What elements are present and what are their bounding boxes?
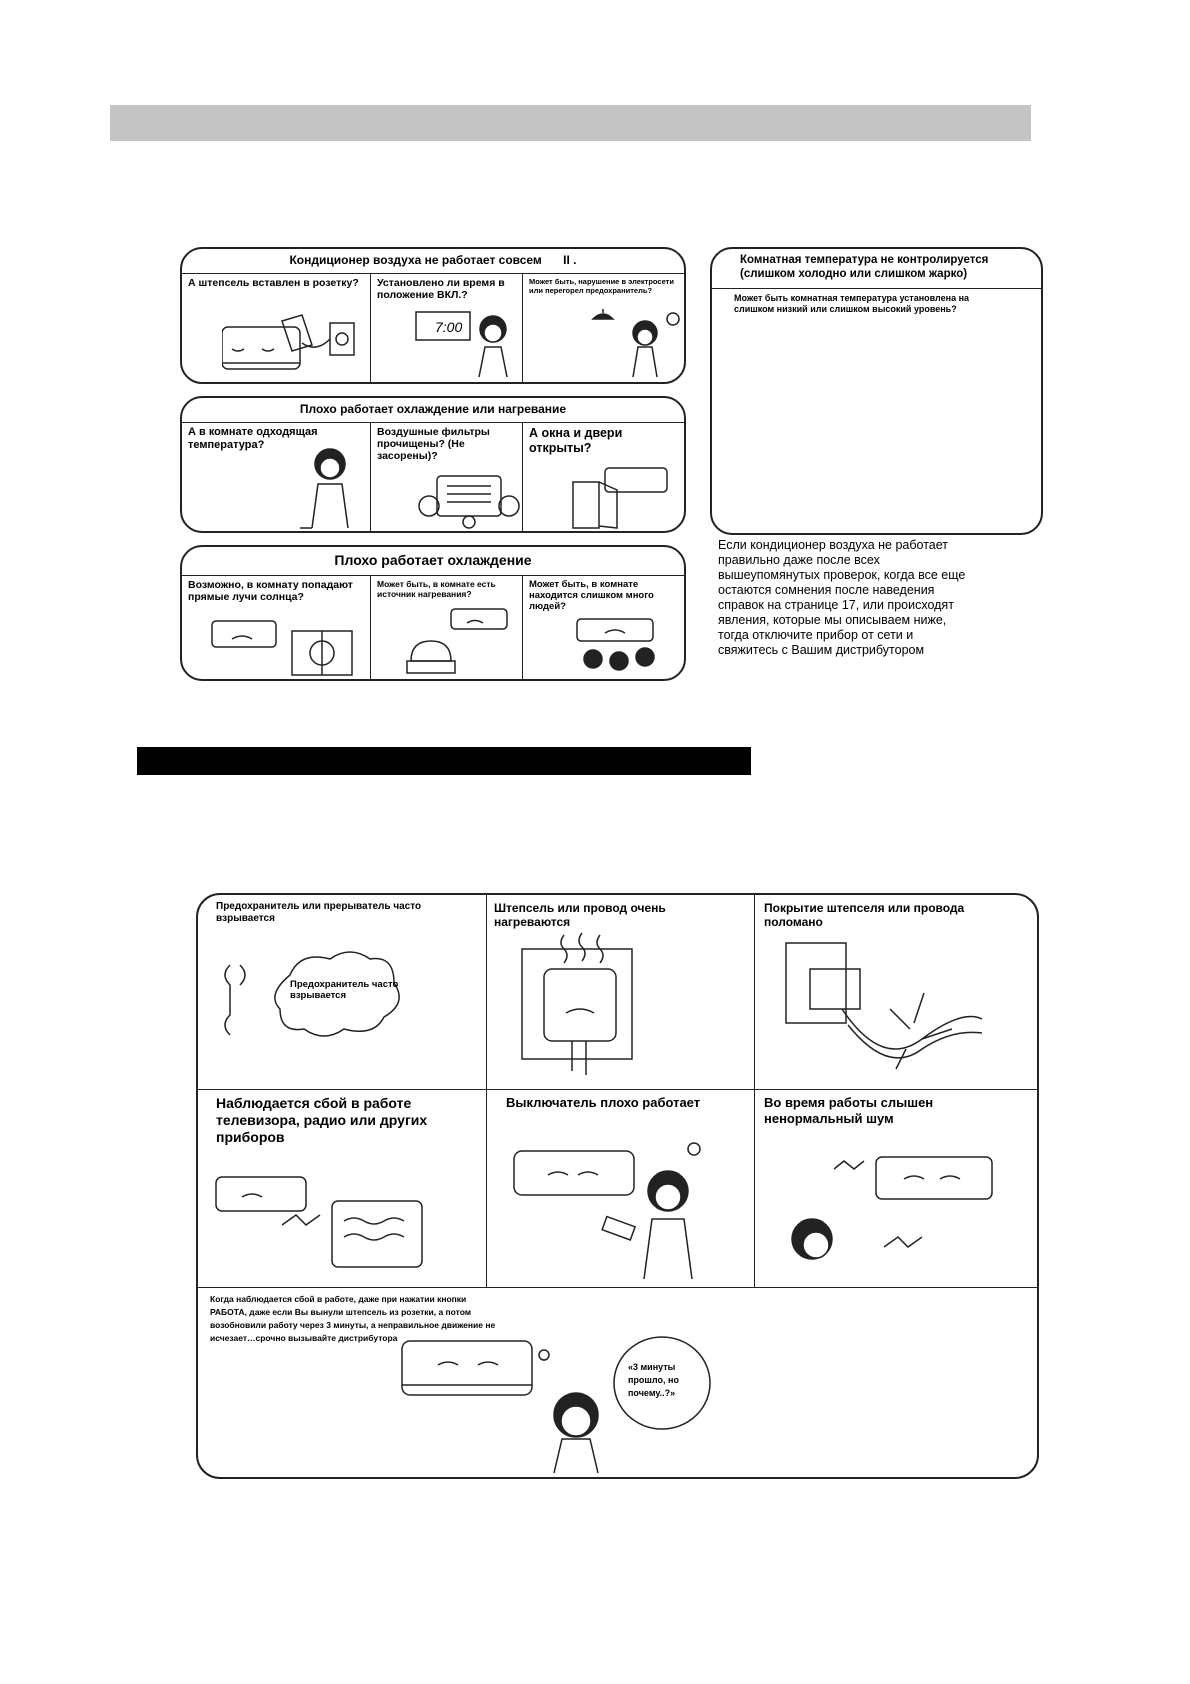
symptom-persistent-fault: Когда наблюдается сбой в работе, даже при нажатии кнопки РАБОТА, даже если Вы вынули штепсель из розетки, а потом возобновили работу через 3 минуты, а неправильное движение не исчезает…срочно вызывайте дистрибутора — [210, 1294, 496, 1343]
symptom-noise: Во время работы слышен ненормальный шум — [764, 1095, 934, 1126]
paragraph-line: Если кондиционер воздуха не работает — [718, 538, 949, 552]
paragraph-line: вышеупомянутых проверок, когда все еще — [718, 568, 966, 582]
cell-heat-source — [370, 575, 522, 681]
paragraph-line: явления, которые мы описываем ниже, — [718, 613, 947, 627]
frame-poor-cool — [180, 545, 686, 681]
frame-title — [712, 249, 1041, 289]
timer-display-value: 7:00 — [435, 319, 463, 335]
ac-plug-illustration — [222, 313, 362, 377]
frame-room-temp — [710, 247, 1043, 535]
frame-title-text: Плохо работает охлаждение — [334, 552, 532, 568]
noisy-ac-illustration — [764, 1151, 1004, 1281]
frame-poor-cool-heat — [180, 396, 686, 533]
cell-timer — [370, 273, 522, 384]
cell-filters — [370, 422, 522, 533]
people-illustration — [553, 615, 683, 679]
cell-sunlight — [182, 575, 370, 681]
question-temp-setting: Может быть комнатная температура установлена на слишком низкий или слишком высокий уровень? — [734, 293, 970, 314]
bubble-confused-text: «3 минуты прошло, но почему..?» — [628, 1362, 679, 1398]
frame-title-line2: (слишком холодно или слишком жарко) — [740, 268, 968, 280]
question-plug: А штепсель вставлен в розетку? — [188, 277, 359, 289]
confused-girl-illustration — [398, 1335, 718, 1475]
grid-line — [486, 895, 487, 1287]
cell-windows — [522, 422, 686, 533]
frame-title-line1: Комнатная температура не контролируется — [740, 254, 989, 266]
open-door-illustration — [563, 462, 673, 530]
paragraph-line: тогда отключите прибор от сети и — [718, 628, 914, 642]
frame-title — [182, 249, 684, 274]
broken-cable-illustration — [782, 939, 982, 1079]
question-fuse: Может быть, нарушение в электросети или перегорел предохранитель? — [529, 277, 674, 295]
frame-contact-dealer — [196, 893, 1039, 1479]
symptom-interference: Наблюдается сбой в работе телевизора, радио или других приборов — [216, 1095, 428, 1145]
heater-illustration — [401, 605, 511, 679]
paragraph-line: правильно даже после всех — [718, 553, 880, 567]
tv-interference-illustration — [212, 1171, 442, 1271]
remote-girl-illustration — [508, 1141, 728, 1281]
question-windows: А окна и двери открыты? — [529, 426, 623, 455]
question-heat-source: Может быть, в комнате есть источник нагревания? — [377, 579, 496, 599]
question-many-people: Может быть, в комнате находится слишком много людей? — [529, 579, 654, 612]
section-header-bar-grey — [110, 105, 1031, 141]
girl-thermostat-illustration — [300, 446, 366, 530]
hot-plug-illustration — [516, 929, 676, 1079]
dirty-filter-illustration — [417, 466, 521, 530]
grid-line — [198, 1287, 1037, 1288]
question-room-temp: А в комнате одходящая температура? — [188, 426, 318, 451]
frame-not-working — [180, 247, 686, 384]
question-filters: Воздушные фильтры прочищены? (Не засорены)? — [377, 426, 490, 462]
symptom-switch: Выключатель плохо работает — [506, 1095, 701, 1110]
cell-room-temp — [182, 422, 370, 533]
lamp-girl-illustration — [583, 309, 683, 379]
grid-line — [754, 895, 755, 1287]
symptom-plug-hot: Штепсель или провод очень нагреваются — [494, 901, 666, 929]
question-sunlight: Возможно, в комнату попадают прямые лучи солнца? — [188, 579, 353, 603]
sun-window-illustration — [202, 617, 362, 677]
paragraph-line: остаются сомнения после наведения — [718, 583, 935, 597]
cell-many-people — [522, 575, 686, 681]
symptom-cable-damaged: Покрытие штепселя или провода поломано — [764, 901, 965, 929]
frame-title-text: Кондиционер воздуха не работает совсем — [289, 253, 542, 267]
bubble-fuse-text: Предохранитель часто взрывается — [290, 979, 399, 1001]
grid-line — [198, 1089, 1037, 1090]
section-header-bar-black — [137, 747, 751, 775]
paragraph-line: свяжитесь с Вашим дистрибутором — [718, 643, 925, 657]
wrench-cloud-illustration — [210, 945, 410, 1065]
cell-plug — [182, 273, 370, 384]
girl-illustration — [471, 313, 517, 379]
question-timer: Установлено ли время в положение ВКЛ.? — [377, 277, 505, 301]
frame-marker: II . — [563, 253, 577, 267]
frame-title — [182, 547, 684, 576]
contact-distributor-paragraph — [718, 538, 1038, 658]
frame-title — [182, 398, 684, 423]
cell-fuse — [522, 273, 686, 384]
symptom-fuse-blows: Предохранитель или прерыватель часто взрывается — [216, 901, 422, 924]
frame-title-text: Плохо работает охлаждение или нагревание — [299, 402, 567, 416]
paragraph-line: справок на странице 17, или происходят — [718, 598, 954, 612]
